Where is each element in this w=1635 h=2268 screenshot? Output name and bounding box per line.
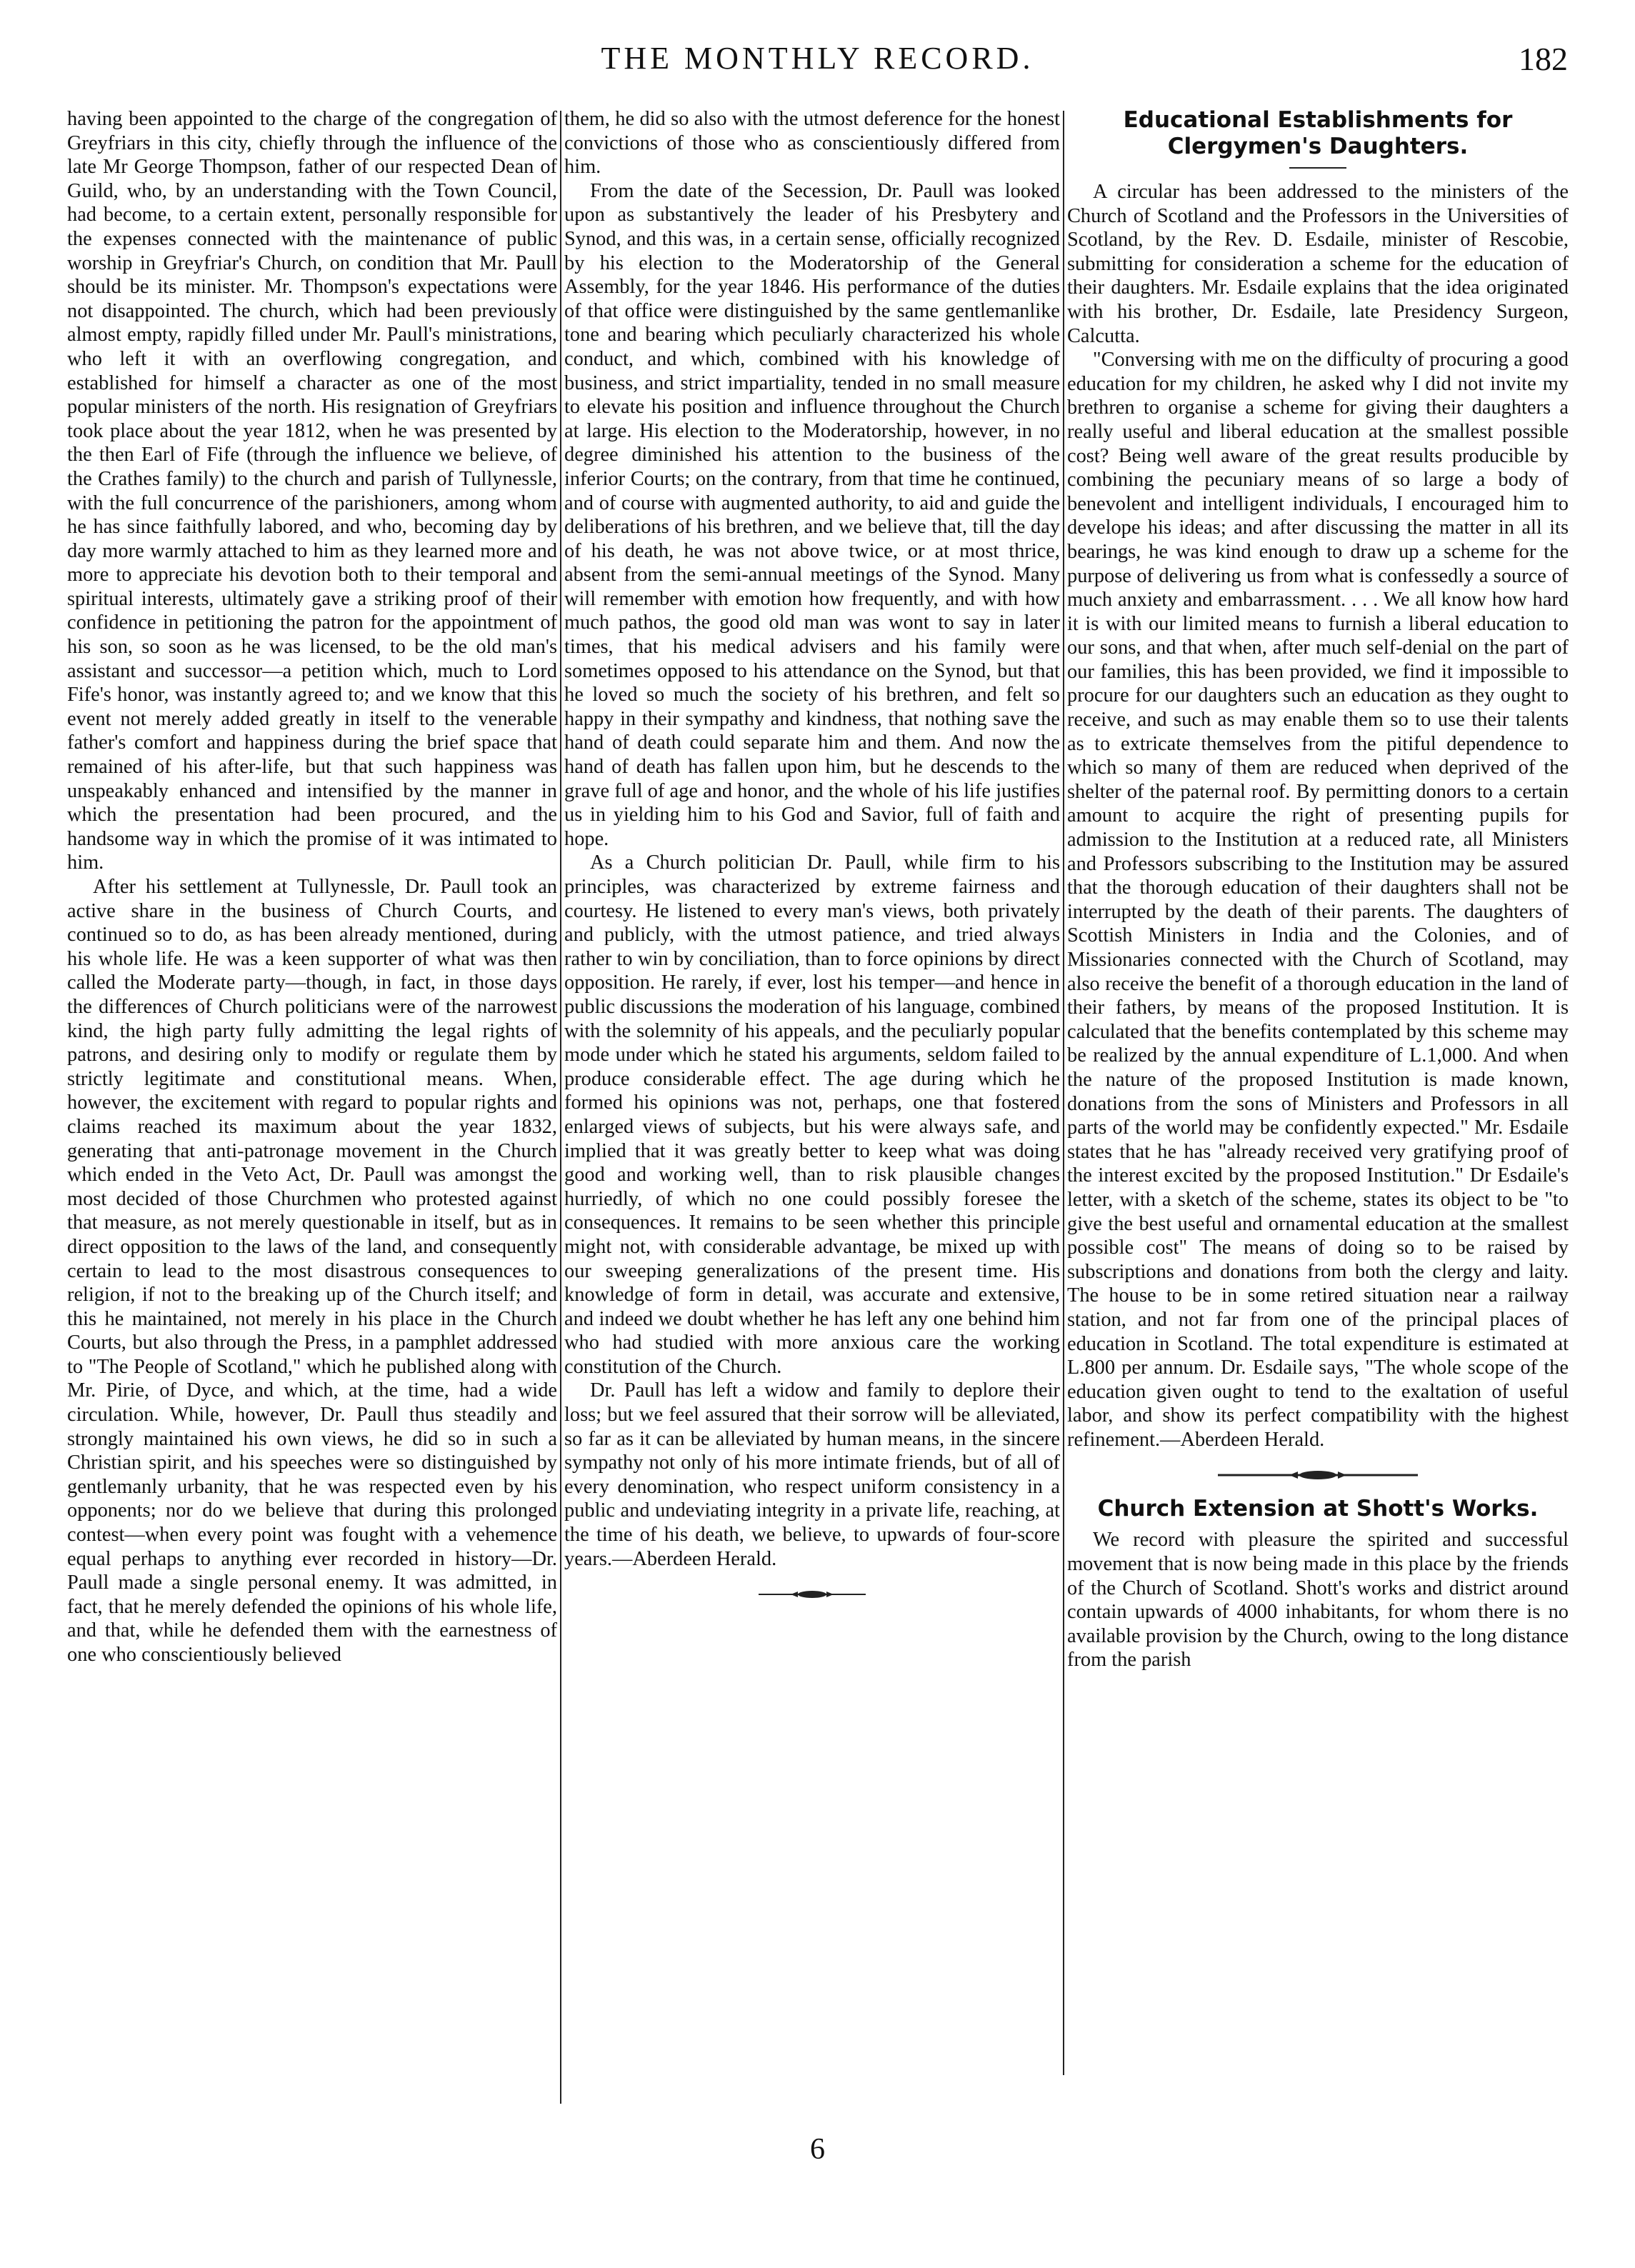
obituary-paragraph-1: having been appointed to the charge of the congregation of Greyfriars in this city, chiefly through the influence of the late Mr George Thompson, father of our respected Dean of Guild, who, by an understanding with the Town Council, had become, to a certain extent, personally responsible for the expenses connected with the maintenance of public worship in Greyfriar's Church, on condition that Mr. Paull should be its minister. Mr. Thompson's expectations were not disappointed. The church, which had been previously almost empty, rapidly filled under Mr. Paull's ministrations, who left it with an overflowing congregation, and established for himself a character as one of the most popular ministers of the north. His resignation of Greyfriars took place about the year 1812, when he was presented by the then Earl of Fife (through the influence we believe, of the Crathes family) to the church and parish of Tullynessle, with the full concurrence of the parishioners, among whom he has since faithfully labored, and who, becoming day by day more warmly attached to him as they learned more and more to appreciate his devotion both to their temporal and spiritual interests, ultimately gave a striking proof of their confidence in petitioning the patron for the appointment of his son, so soon as he was licensed, to be the old man's assistant and successor—a petition which, much to Lord Fife's honor, was instantly agreed to; and we know that this event not merely added greatly in itself to the venerable father's comfort and happiness during the brief space that remained of his after-life, but that such happiness was unspeakably enhanced and intensified by the manner in which the presentation had been procured, and the handsome way in which the promise of it was intimated to him. <box>67 108 557 874</box>
ornament-divider-icon <box>1218 1470 1418 1480</box>
obituary-paragraph-4: From the date of the Secession, Dr. Paull was looked upon as substantively the leader of his Presbytery and Synod, and this was, in a certain sense, officially recognized by his election to the Moderatorship of the General Assembly, for the year 1846. His performance of the duties of that office were distinguished by the same gentlemanlike tone and bearing which peculiarly characterized his whole conduct, and which, combined with his knowledge of business, and strict impartiality, tended in no small measure to elevate his position and influence throughout the Church at large. His election to the Moderatorship, however, in no degree diminished his attention to the business of the inferior Courts; on the contrary, from that time he continued, and of course with augmented authority, to aid and guide the deliberations of his brethren, and we believe that, till the day of his death, he was not above twice, or at most thrice, absent from the semi-annual meetings of the Synod. Many will remember with emotion how frequently, and with how much pathos, the good old man was wont to say in later times, that his medical advisers and his family were sometimes opposed to his attendance on the Synod, but that he loved so much the society of his brethren, and felt so happy in their sympathy and kindness, that nothing save the hand of death could separate him and them. And now the hand of death has fallen upon him, but he descends to the grave full of age and honor, and the whole of his life justifies us in yielding him to his God and Savior, full of faith and hope. <box>564 179 1060 850</box>
obituary-paragraph-6: Dr. Paull has left a widow and family to deplore their loss; but we feel assured that their sorrow will be alleviated, so far as it can be alleviated by human means, in the sincere sympathy not only of his more intimate friends, but of all of every denomination, who respect uniform consistency in a public and undeviating integrity in a private life, reaching, at the time of his death, we believe, to upwards of four-score years.—Aberdeen Herald. <box>564 1379 1060 1570</box>
obituary-paragraph-2: After his settlement at Tullynessle, Dr. Paull took an active share in the business of Church Courts, and continued so to do, as has been already mentioned, during his whole life. He was a keen supporter of what was then called the Moderate party—though, in fact, in those days the differences of Church politicians were of the narrowest kind, the high party fully admitting the legal rights of patrons, and desiring only to modify or regulate them by strictly legitimate and constitutional means. When, however, the excitement with regard to popular rights and claims reached its maximum about the year 1832, generating that anti-patronage movement in the Church which ended in the Veto Act, Dr. Paull was amongst the most decided of those Churchmen who protested against that measure, as not merely questionable in itself, but as in direct opposition to the laws of the land, and consequently certain to lead to the most disastrous consequences to religion, if not to the breaking up of the Church itself; and this he maintained, not merely in his place in the Church Courts, but also through the Press, in a pamphlet addressed to "The People of Scotland," which he published along with Mr. Pirie, of Dyce, and which, at the time, had a wide circulation. While, however, Dr. Paull thus steadily and strongly maintained his own views, he did so in such a Christian spirit, and his speeches were so distinguished by gentlemanly urbanity, that he was respected even by his opponents; nor do we believe that during this prolonged contest—when every point was fought with a vehemence equal perhaps to anything ever recorded in history—Dr. Paull made a single personal enemy. It was admitted, in fact, that he merely defended the opinions of his whole life, and that, while he defended them with the earnestness of one who conscientiously believed <box>67 876 557 1666</box>
running-title: THE MONTHLY RECORD. <box>601 41 1034 76</box>
obituary-paragraph-3: them, he did so also with the utmost deference for the honest convictions of those who as conscientiously differed from him. <box>564 108 1060 179</box>
educational-paragraph-1: A circular has been addressed to the ministers of the Church of Scotland and the Professors in the Universities of Scotland, by the Rev. D. Esdaile, minister of Rescobie, submitting for consideration a scheme for the education of their daughters. Mr. Esdaile explains that the idea originated with his brother, Dr. Esdaile, late Presidency Surgeon, Calcutta. <box>1067 181 1569 347</box>
educational-paragraph-2: "Conversing with me on the difficulty of procuring a good education for my children, he asked why I did not invite my brethren to organise a scheme for giving their daughters a really useful and liberal education at the smallest possible cost? Being well aware of the great results producible by combining the pecuniary means of so large a body of benevolent and intelligent individuals, I encouraged him to develope his ideas; and after discussing the matter in all its bearings, he was kind enough to draw up a scheme for the purpose of delivering us from what is confessedly a source of much anxiety and embarrassment. . . . We all know how hard it is with our limited means to furnish a liberal education to our sons, and that when, after much self-denial on the part of our families, this has been provided, we find it impossible to procure for our daughters such an education as they ought to receive, and such as may enable them so to use their talents as to extricate themselves from the pitiful dependence to which so many of them are reduced when deprived of the shelter of the paternal roof. By permitting donors to a certain amount to acquire the right of presenting pupils for admission to the Institution at a reduced rate, all Ministers and Professors subscribing to the Institution may be assured that the thorough education of their daughters shall not be interrupted by the death of their parents. The daughters of Scottish Ministers in India and the Colonies, and of Missionaries connected with the Church of Scotland, may also receive the benefit of a thorough education in the land of their fathers, by means of the proposed Institution. It is calculated that the benefits contemplated by this scheme may be realized by the annual expenditure of L.1,000. And when the nature of the proposed Institution is made known, donations from the sons of Ministers and Professors in all parts of the world may be confidently expected." Mr. Esdaile states that he has "already received very gratifying proof of the interest excited by the proposed Institution." Dr Esdaile's letter, with a sketch of the scheme, states its object to be "to give the best useful and ornamental education at the smallest possible cost" The means of doing so to be raised by subscriptions and donations from both the clergy and laity. The house to be in some retired situation near a railway station, and not far from one of the principal places of education in Scotland. The total expenditure is estimated at L.800 per annum. Dr. Esdaile says, "The whole scope of the education given ought to tend to the exaltation of useful labor, and show its perfect compatibility with the highest refinement.—Aberdeen Herald. <box>1067 349 1569 1451</box>
heading-rule <box>1289 167 1346 169</box>
column-middle <box>564 107 1060 2107</box>
column-right <box>1067 107 1569 2107</box>
obituary-paragraph-5: As a Church politician Dr. Paull, while firm to his principles, was characterized by extreme fairness and courtesy. He listened to every man's views, both privately and publicly, with the utmost patience, and tried always rather to win by conciliation, than to force opinions by direct opposition. He rarely, if ever, lost his temper—and hence in public discussions the moderation of his language, combined with the solemnity of his appeals, and the peculiarly popular mode under which he stated his arguments, seldom failed to produce considerable effect. The age during which he formed his opinions was not, perhaps, one that fostered enlarged views of subjects, but his were always safe, and implied that it was greatly better to keep what was doing good and working well, than to risk plausible changes hurriedly, of which no one could possibly foresee the consequences. It remains to be seen whether this principle might not, with considerable advantage, be mixed up with our sweeping generalizations of the present time. His knowledge of form in detail, was accurate and extensive, and indeed we doubt whether he has left any one behind him who had studied with more anxious care the working constitution of the Church. <box>564 851 1060 1378</box>
section-heading-educational: Educational Establishments for Clergymen's Daughters. <box>1123 107 1513 159</box>
column-divider-left <box>560 111 561 2104</box>
column-divider-right <box>1063 111 1064 2075</box>
section-heading-church-extension: Church Extension at Shott's Works. <box>1097 1496 1539 1522</box>
church-extension-paragraph-1: We record with pleasure the spirited and successful movement that is now being made in this place by the friends of the Church of Scotland. Shott's works and district around contain upwards of 4000 inhabitants, for whom there is no available provision by the Church, owing to the long distance from the parish <box>1067 1529 1569 1672</box>
page-number: 182 <box>1519 41 1568 77</box>
printer-signature: 6 <box>810 2133 825 2166</box>
page-header <box>0 40 1635 97</box>
ornament-divider-icon <box>759 1589 866 1599</box>
column-left <box>67 107 557 2107</box>
